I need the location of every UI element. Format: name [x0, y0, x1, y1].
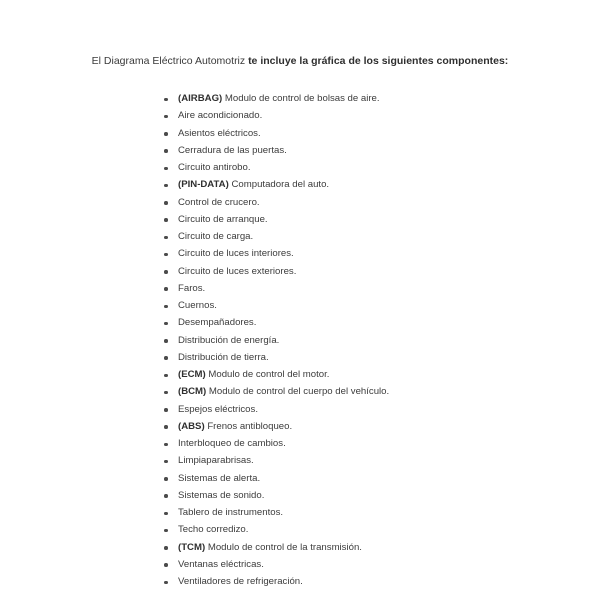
component-description: Distribución de energía. — [178, 334, 280, 346]
list-item — [164, 263, 389, 280]
component-description: Modulo de control de la transmisión. — [205, 541, 362, 553]
bullet-icon — [164, 132, 168, 136]
list-item — [164, 487, 389, 504]
component-description: Cuernos. — [178, 300, 217, 311]
component-code: (ECM) — [178, 369, 206, 380]
intro-paragraph — [90, 53, 510, 69]
bullet-icon — [164, 305, 168, 309]
component-description: Tablero de instrumentos. — [178, 507, 284, 518]
bullet-icon — [164, 339, 168, 343]
bullet-icon — [164, 546, 168, 550]
component-code: (PIN-DATA) — [178, 179, 229, 191]
bullet-icon — [164, 201, 168, 205]
list-item — [164, 435, 389, 452]
bullet-icon — [164, 253, 168, 257]
bullet-icon — [164, 218, 168, 222]
list-item — [164, 573, 389, 590]
list-item — [164, 245, 389, 262]
list-item — [164, 418, 389, 435]
component-description: Interbloqueo de cambios. — [178, 438, 286, 449]
list-item — [164, 280, 389, 297]
list-item — [164, 539, 389, 556]
bullet-icon — [164, 287, 168, 291]
list-item — [164, 142, 389, 159]
component-description: Faros. — [178, 282, 206, 294]
bullet-icon — [164, 425, 168, 429]
component-description: Circuito de luces interiores. — [178, 248, 294, 260]
component-list — [164, 90, 389, 590]
list-item — [164, 314, 389, 331]
bullet-icon — [164, 408, 168, 412]
bullet-icon — [164, 374, 168, 378]
component-description: Circuito de luces exteriores. — [178, 265, 297, 277]
component-description: Circuito de arranque. — [178, 213, 268, 225]
list-item — [164, 366, 389, 383]
component-description: Asientos eléctricos. — [178, 127, 261, 139]
bullet-icon — [164, 270, 168, 274]
list-item — [164, 383, 389, 400]
component-description: Distribución de tierra. — [178, 351, 269, 363]
component-description: Espejos eléctricos. — [178, 403, 258, 415]
list-item — [164, 176, 389, 193]
bullet-icon — [164, 529, 168, 533]
component-description: Modulo de control de bolsas de aire. — [222, 93, 380, 104]
list-item — [164, 556, 389, 573]
component-description: Limpiaparabrisas. — [178, 455, 254, 467]
bullet-icon — [164, 149, 168, 153]
list-item — [164, 349, 389, 366]
bullet-icon — [164, 581, 168, 585]
list-item — [164, 159, 389, 176]
component-description: Modulo de control del cuerpo del vehículo. — [206, 386, 390, 398]
bullet-icon — [164, 477, 168, 481]
bullet-icon — [164, 184, 168, 188]
list-item — [164, 401, 389, 418]
component-description: Techo corredizo. — [178, 524, 249, 536]
bullet-icon — [164, 391, 168, 395]
bullet-icon — [164, 322, 168, 326]
component-description: Ventanas eléctricas. — [178, 558, 264, 570]
bullet-icon — [164, 563, 168, 567]
component-code: (ABS) — [178, 420, 205, 432]
list-item — [164, 504, 389, 521]
component-description: Desempañadores. — [178, 317, 257, 329]
component-code: (AIRBAG) — [178, 93, 223, 104]
bullet-icon — [164, 167, 168, 171]
bullet-icon — [164, 443, 168, 447]
component-description: Circuito de carga. — [178, 231, 254, 242]
component-description: Computadora del auto. — [228, 179, 330, 191]
component-description: Cerradura de las puertas. — [178, 144, 287, 156]
list-item — [164, 90, 389, 107]
component-code: (BCM) — [178, 386, 207, 398]
bullet-icon — [164, 512, 168, 516]
intro-text: El Diagrama Eléctrico Automotriz — [91, 54, 249, 67]
component-description: Sistemas de sonido. — [178, 489, 265, 501]
component-description: Control de crucero. — [178, 196, 260, 208]
list-item — [164, 332, 389, 349]
list-item — [164, 125, 389, 142]
component-description: Circuito antirobo. — [178, 162, 251, 173]
list-item — [164, 107, 389, 124]
component-description: Aire acondicionado. — [178, 110, 263, 122]
component-description: Ventiladores de refrigeración. — [178, 576, 303, 587]
list-item — [164, 470, 389, 487]
bullet-icon — [164, 236, 168, 240]
component-code: (TCM) — [178, 541, 206, 553]
component-description: Sistemas de alerta. — [178, 472, 261, 484]
list-item — [164, 228, 389, 245]
list-item — [164, 452, 389, 469]
bullet-icon — [164, 356, 168, 360]
bullet-icon — [164, 115, 168, 119]
intro-bold-text: te incluye la gráfica de los siguientes componentes: — [248, 54, 509, 67]
bullet-icon — [164, 494, 168, 498]
list-item — [164, 211, 389, 228]
component-description: Modulo de control del motor. — [205, 369, 330, 380]
bullet-icon — [164, 98, 168, 102]
list-item — [164, 194, 389, 211]
component-description: Frenos antibloqueo. — [204, 420, 293, 432]
bullet-icon — [164, 460, 168, 464]
list-item — [164, 521, 389, 538]
list-item — [164, 297, 389, 314]
